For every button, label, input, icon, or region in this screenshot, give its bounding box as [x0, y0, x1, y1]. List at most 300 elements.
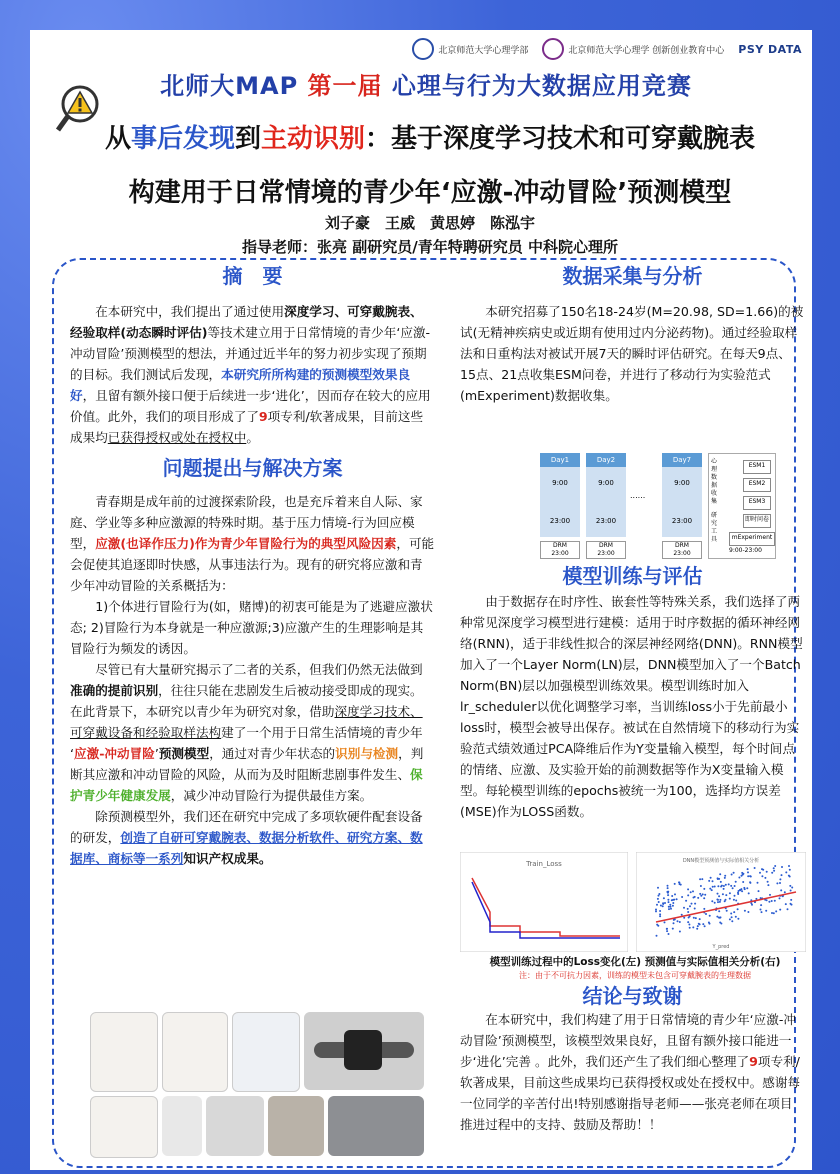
psydata-logo: [738, 43, 802, 56]
scatter-point: [790, 899, 792, 901]
text: 已获得授权或处在授权中: [107, 430, 247, 445]
start-time: 9:00: [674, 479, 690, 487]
text: 深度学习技术、可穿戴设备和经验取样法构: [70, 704, 423, 740]
chart-note: 注：由于不可抗力因素，训练的模型未包含可穿戴腕表的生理数据: [519, 971, 751, 980]
legend-side-label: 研究工具: [711, 512, 718, 543]
scatter-point: [685, 900, 687, 902]
scatter-point: [717, 878, 719, 880]
scatter-point: [729, 892, 731, 894]
text: 除预测模型外，我们还在研究中完成了多项软硬件配套设备的研发，: [70, 809, 423, 845]
text: 创造了自研可穿戴腕表、数据分析软件、研究方案、数据库、商标等一系列: [70, 830, 423, 866]
poster-title-line2: 构建用于日常情境的青少年‘应激-冲动冒险’预测模型: [128, 178, 732, 208]
scatter-point: [719, 873, 721, 875]
scatter-point: [666, 928, 668, 930]
scatter-point: [690, 891, 692, 893]
scatter-point: [668, 906, 670, 908]
scatter-point: [700, 885, 702, 887]
scatter-point: [664, 902, 666, 904]
scatter-point: [747, 875, 749, 877]
scatter-point: [730, 913, 732, 915]
scatter-point: [667, 894, 669, 896]
scatter-point: [669, 904, 671, 906]
text: 尽管已有大量研究揭示了二者的关系，但我们仍然无法做到: [95, 662, 423, 677]
scatter-point: [789, 885, 791, 887]
chart-title: Train_Loss: [526, 860, 562, 868]
scatter-point: [773, 912, 775, 914]
scatter-point: [714, 902, 716, 904]
scatter-point: [729, 918, 731, 920]
scatter-point: [704, 925, 706, 927]
scatter-point: [767, 881, 769, 883]
scatter-point: [655, 909, 657, 911]
scatter-point: [692, 926, 694, 928]
mexp-box: mExperiment: [729, 532, 775, 546]
scatter-point: [708, 880, 710, 882]
text: ，通过对青少年状态的: [209, 746, 336, 761]
wristband-image: [162, 1096, 202, 1156]
scatter-point: [749, 882, 751, 884]
scatter-point: [704, 894, 706, 896]
scatter-point: [740, 888, 742, 890]
scatter-point: [771, 872, 773, 874]
scatter-point: [774, 900, 776, 902]
scatter-point: [717, 885, 719, 887]
scatter-point: [659, 913, 661, 915]
scatter-point: [657, 898, 659, 900]
scatter-point: [773, 867, 775, 869]
scatter-point: [697, 925, 699, 927]
scatter-point: [779, 909, 781, 911]
certificate-image: [90, 1012, 158, 1092]
scatter-point: [656, 935, 658, 937]
chart-caption: 模型训练过程中的Loss变化(左) 预测值与实际值相关分析(右): [489, 956, 781, 968]
scatter-point: [718, 910, 720, 912]
text: 9: [749, 1054, 758, 1069]
scatter-point: [764, 877, 766, 879]
scatter-point: [662, 902, 664, 904]
scatter-point: [679, 931, 681, 933]
scatter-point: [658, 901, 660, 903]
scatter-point: [731, 920, 733, 922]
scatter-point: [724, 877, 726, 879]
timeline-day: [586, 453, 626, 557]
scatter-point: [785, 903, 787, 905]
scatter-point: [791, 887, 793, 889]
scatter-point: [703, 897, 705, 899]
bnu-center-logo: [542, 38, 724, 60]
end-time: 23:00: [595, 517, 617, 525]
scatter-point: [676, 898, 678, 900]
poster-title-line1: [60, 118, 800, 155]
problem-paragraph: 1)个体进行冒险行为(如，赌博)的初衷可能是为了逃避应激状态; 2)冒险行为本身就是一种应激源;3)应激产生的生理影响是其冒险行为频发的诱因。: [70, 599, 433, 656]
scatter-point: [788, 875, 790, 877]
scatter-point: [679, 921, 681, 923]
banner-part: 第一届: [307, 72, 383, 100]
scatter-point: [767, 884, 769, 886]
scatter-point: [735, 916, 737, 918]
esm-timeline-diagram: [540, 453, 776, 563]
scatter-point: [781, 866, 783, 868]
scatter-point: [761, 875, 763, 877]
drm-box: [586, 541, 626, 559]
banner-part: 心理与行为大数据应用竞赛: [391, 72, 692, 100]
scatter-point: [703, 888, 705, 890]
loss-chart: [460, 852, 628, 952]
certificate-image: [162, 1012, 228, 1092]
scatter-point: [760, 904, 762, 906]
section-heading-model: 模型训练与评估: [562, 564, 703, 588]
scatter-point: [663, 897, 665, 899]
section-heading-data: 数据采集与分析: [562, 264, 703, 288]
title-part: 到: [234, 124, 261, 154]
scatter-point: [781, 874, 783, 876]
scatter-point: [747, 871, 749, 873]
scatter-point: [688, 924, 690, 926]
scatter-point: [710, 877, 712, 879]
scatter-point: [733, 899, 735, 901]
scatter-point: [694, 896, 696, 898]
problem-paragraph: [70, 659, 435, 806]
scatter-point: [720, 916, 722, 918]
scatter-point: [671, 899, 673, 901]
scatter-point: [791, 904, 793, 906]
advisor: 指导老师：张亮 副研究员/青年特聘研究员 中科院心理所: [242, 238, 618, 256]
scatter-point: [666, 930, 668, 932]
scatter-point: [723, 888, 725, 890]
scatter-point: [674, 883, 676, 885]
scatter-point: [747, 911, 749, 913]
scatter-point: [655, 910, 657, 912]
day-body: [540, 467, 580, 537]
scatter-point: [716, 899, 718, 901]
text: 应激-冲动冒险: [74, 746, 155, 761]
scatter-point: [687, 894, 689, 896]
scatter-point: [724, 875, 726, 877]
scatter-point: [737, 908, 739, 910]
scatter-point: [729, 898, 731, 900]
mexp-range: 9:00-23:00: [729, 547, 762, 554]
scatter-point: [733, 911, 735, 913]
scatter-point: [691, 903, 693, 905]
scatter-point: [694, 908, 696, 910]
conclusion-paragraph: [460, 1009, 805, 1135]
drm-time: 23:00: [597, 550, 615, 557]
scatter-point: [694, 903, 696, 905]
scatter-point: [667, 885, 669, 887]
scatter-point: [658, 895, 660, 897]
logo-bar: [412, 38, 802, 60]
center-seal-icon: [542, 38, 564, 60]
drm-time: 23:00: [551, 550, 569, 557]
bnu-seal-icon: [412, 38, 434, 60]
scatter-point: [681, 914, 683, 916]
scatter-point: [696, 928, 698, 930]
scatter-point: [712, 880, 714, 882]
scatter-point: [709, 915, 711, 917]
scatter-point: [785, 871, 787, 873]
text: ，且留有额外接口便于后续进一步‘进化’，因而存在较大的应用价值。此外，我们的项目形成了了: [70, 388, 431, 424]
scatter-point: [683, 907, 685, 909]
text: 深度学习、可穿戴腕表、经验取样(动态瞬时评估): [70, 304, 423, 340]
scatter-point: [747, 868, 749, 870]
scatter-point: [774, 865, 776, 867]
text: ，往往只能在悲剧发生后被动接受即成的现实。在此背景下，本研究以青少年为研究对象，借助: [70, 683, 423, 719]
wristband-image: [268, 1096, 324, 1156]
scatter-point: [670, 908, 672, 910]
charts: [460, 852, 810, 952]
banner-part: 北师大MAP: [160, 72, 299, 100]
esm-box: ESM3: [743, 496, 771, 510]
text: 本研究所所构建的预测模型效果良好: [70, 367, 411, 403]
scatter-point: [717, 901, 719, 903]
scatter-point: [748, 892, 750, 894]
scatter-point: [737, 918, 739, 920]
scatter-point: [656, 904, 658, 906]
scatter-point: [771, 912, 773, 914]
scatter-point: [733, 872, 735, 874]
scatter-point: [725, 894, 727, 896]
drm-time: 23:00: [673, 550, 691, 557]
photo-collage: [90, 1012, 440, 1157]
text: ’: [154, 746, 159, 761]
end-time: 23:00: [671, 517, 693, 525]
scatter-point: [720, 923, 722, 925]
scatter-point: [678, 882, 680, 884]
scatter-point: [719, 899, 721, 901]
scatter-point: [730, 885, 732, 887]
scatter-point: [687, 908, 689, 910]
certificate-image: [90, 1096, 158, 1158]
scatter-point: [741, 872, 743, 874]
start-time: 9:00: [552, 479, 568, 487]
scatter-point: [689, 927, 691, 929]
esm-legend: [708, 453, 776, 559]
legend-side-label: 心理数据收集: [711, 458, 718, 505]
scatter-chart: [636, 852, 806, 952]
title-part: ：基于深度学习技术和可穿戴腕表: [365, 124, 756, 154]
text: 在本研究中，我们提出了通过使用: [95, 304, 285, 319]
abstract-paragraph: [70, 301, 435, 448]
text: 建了一个用于日常生活情境的青少年 ‘: [70, 725, 423, 761]
scatter-point: [668, 908, 670, 910]
scatter-point: [667, 899, 669, 901]
scatter-point: [735, 900, 737, 902]
problem-paragraph: [70, 491, 435, 596]
scatter-point: [673, 899, 675, 901]
scatter-point: [725, 899, 727, 901]
drm-label: DRM: [675, 542, 689, 549]
scatter-point: [699, 918, 701, 920]
scatter-point: [709, 888, 711, 890]
scatter-point: [672, 905, 674, 907]
scatter-point: [775, 910, 777, 912]
scatter-point: [708, 922, 710, 924]
text: 识别与检测: [335, 746, 399, 761]
scatter-point: [780, 889, 782, 891]
scatter-point: [677, 920, 679, 922]
scatter-point: [766, 871, 768, 873]
day-label: Day7: [662, 453, 702, 467]
x-axis-label: Y_pred: [712, 944, 730, 950]
scatter-point: [659, 915, 661, 917]
scatter-point: [720, 881, 722, 883]
day-label: Day1: [540, 453, 580, 467]
scatter-point: [789, 869, 791, 871]
day-body: [662, 467, 702, 537]
logo-text: PSY DATA: [738, 42, 802, 56]
scatter-point: [693, 917, 695, 919]
scatter-point: [765, 910, 767, 912]
scatter-point: [754, 867, 756, 869]
scatter-point: [714, 886, 716, 888]
poster-sheet: [30, 30, 812, 1170]
text: 等技术建立用于日常情境的青少年‘应激-冲动冒险’预测模型的想法，并通过近半年的努力初步实现了预期的目标。我们测试后发现，: [70, 325, 431, 382]
scatter-point: [744, 910, 746, 912]
esm-box: ESM2: [743, 478, 771, 492]
scatter-point: [776, 882, 778, 884]
scatter-point: [705, 913, 707, 915]
section-heading-abstract: 摘 要: [222, 264, 283, 288]
text: ，判断其应激和冲动冒险的风险，从而为及时阻断悲剧事件发生、: [70, 746, 424, 782]
scatter-point: [726, 910, 728, 912]
scatter-point: [699, 923, 701, 925]
scatter-point: [732, 887, 734, 889]
scatter-point: [771, 900, 773, 902]
scatter-point: [666, 891, 668, 893]
scatter-point: [788, 865, 790, 867]
model-section: [460, 566, 805, 822]
scatter-point: [759, 872, 761, 874]
scatter-point: [674, 893, 676, 895]
scatter-point: [711, 889, 713, 891]
text: 应激(也译作压力)作为青少年冒险行为的典型风险因素: [95, 536, 397, 551]
scatter-point: [744, 888, 746, 890]
scatter-point: [667, 887, 669, 889]
title-part: 从: [104, 124, 131, 154]
certificate-image: [232, 1012, 300, 1092]
scatter-point: [673, 922, 675, 924]
wristband-icon: [304, 1012, 424, 1090]
scatter-point: [750, 902, 752, 904]
scatter-point: [699, 878, 701, 880]
end-time: 23:00: [549, 517, 571, 525]
section-heading-conclusion: 结论与致谢: [582, 984, 683, 1008]
esm-box: ESM1: [743, 460, 771, 474]
day-body: [586, 467, 626, 537]
drm-label: DRM: [553, 542, 567, 549]
scatter-point: [664, 921, 666, 923]
scatter-point: [701, 878, 703, 880]
scatter-point: [711, 900, 713, 902]
scatter-point: [702, 923, 704, 925]
scatter-point: [761, 911, 763, 913]
text: 准确的提前识别: [70, 683, 159, 698]
logo-text: 北京师范大学心理学 创新创业教育中心: [568, 45, 725, 56]
text: 项专利/软著成果，目前这些成果均: [70, 409, 424, 445]
text: 在本研究中，我们构建了用于日常情境的青少年‘应激-冲动冒险’预测模型，该模型效果良好，且留有额外接口能进一步‘进化’完善 。此外，我们还产生了我们细心整理了: [460, 1012, 796, 1069]
problem-paragraph: [70, 806, 435, 869]
wristband-image: [304, 1012, 424, 1090]
competition-banner: [120, 66, 732, 100]
text: 项专利/软著成果，目前这些成果均已获得授权或处在授权中。感谢每一位同学的辛苦付出!特别感谢指导老师——张亮老师在项目推进过程中的支持、鼓励及帮助！！: [460, 1054, 801, 1132]
scatter-point: [659, 910, 661, 912]
scatter-point: [687, 921, 689, 923]
day-label: Day2: [586, 453, 626, 467]
chart-background: [636, 852, 806, 952]
conclusion-section: [460, 986, 805, 1135]
scatter-point: [768, 901, 770, 903]
scatter-point: [699, 893, 701, 895]
timeline-day: [540, 453, 580, 557]
drm-box: [540, 541, 580, 559]
scatter-point: [787, 908, 789, 910]
scatter-point: [779, 878, 781, 880]
scatter-point: [681, 896, 683, 898]
title-part: 主动识别: [261, 124, 366, 154]
scatter-point: [746, 887, 748, 889]
scatter-point: [784, 891, 786, 893]
scatter-point: [723, 885, 725, 887]
model-paragraph: 由于数据存在时序性、嵌套性等特殊关系，我们选择了两种常见深度学习模型进行建模：适用于时序数据的循环神经网络(RNN)，适于非线性拟合的深层神经网络(DNN)。RNN模型加入了一个Layer Norm(LN)层，DNN模型加入了一个Batch Norm(BN)层以加强模型训练效果。模型训练时加入lr_scheduler以优化调整学习率，当训练loss小于先前最小loss时，模型会被导出保存。被试在自然情境下的移动行为实验范式绩效通过PCA降维后作为Y变量输入模型，每个时间点的情绪、应激、及实验开始的前测数据等作为X变量输入模型。每轮模型训练的epochs被统一为100，选择均方误差(MSE)作为LOSS函数。: [460, 594, 803, 819]
scatter-point: [762, 869, 764, 871]
scatter-point: [672, 902, 674, 904]
left-column: [70, 266, 435, 869]
scatter-point: [750, 876, 752, 878]
drm-label: DRM: [599, 542, 613, 549]
scatter-point: [662, 905, 664, 907]
lab-photo: [328, 1096, 424, 1156]
scatter-point: [660, 905, 662, 907]
scatter-point: [722, 893, 724, 895]
scatter-point: [735, 881, 737, 883]
scatter-point: [734, 885, 736, 887]
data-paragraph: 本研究招募了150名18-24岁(M=20.98, SD=1.66)的被试(无精神疾病史或近期有使用过内分泌药物)。通过经验取样法和日重构法对被试开展7天的瞬时评估研究。在每天9点、15点、21点收集ESM问卷，并进行了移动行为实验范式(mExperiment)数据收集。: [460, 304, 804, 403]
scatter-point: [687, 911, 689, 913]
scatter-point: [668, 901, 670, 903]
start-time: 9:00: [598, 479, 614, 487]
scatter-point: [687, 888, 689, 890]
scatter-point: [728, 883, 730, 885]
chart-title: DNN模型预测值与实际值相关分析: [682, 858, 760, 864]
text: 知识产权成果。: [183, 851, 272, 866]
right-column: [460, 266, 805, 406]
scatter-point: [725, 884, 727, 886]
scatter-point: [668, 933, 670, 935]
scatter-point: [718, 895, 720, 897]
scatter-point: [657, 925, 659, 927]
scatter-point: [657, 887, 659, 889]
scatter-point: [737, 893, 739, 895]
title-part: 事后发现: [130, 124, 235, 154]
scatter-point: [703, 908, 705, 910]
scatter-point: [741, 890, 743, 892]
scatter-point: [790, 890, 792, 892]
scatter-point: [742, 881, 744, 883]
diary-box: 即时问卷: [743, 514, 771, 528]
drm-box: [662, 541, 702, 559]
scatter-point: [692, 890, 694, 892]
scatter-point: [689, 905, 691, 907]
wristband-image: [206, 1096, 264, 1156]
scatter-point: [741, 875, 743, 877]
scatter-point: [760, 909, 762, 911]
scatter-point: [738, 877, 740, 879]
authors: 刘子豪 王威 黄思婷 陈泓宇: [324, 214, 535, 232]
bnu-psych-logo: [412, 38, 528, 60]
scatter-point: [779, 897, 781, 899]
text: 预测模型: [158, 746, 210, 761]
scatter-point: [779, 882, 781, 884]
